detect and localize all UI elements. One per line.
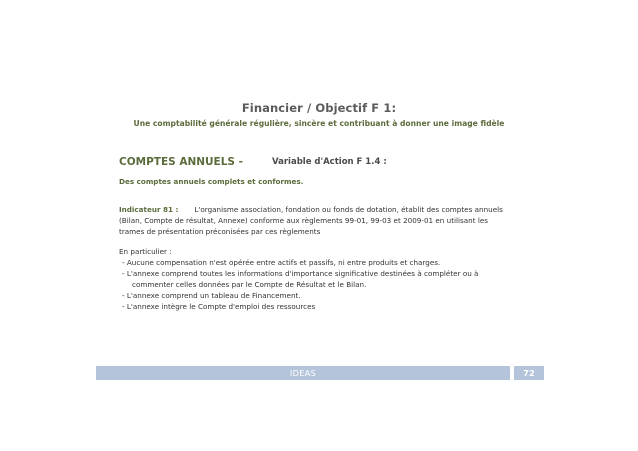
page-number-box [514, 366, 544, 380]
indicator-line-3: trames de présentation préconisées par ces règlements [119, 227, 321, 236]
bullet-item: - L'annexe intègre le Compte d'emploi des ressources [122, 302, 316, 311]
section-title: COMPTES ANNUELS - [119, 156, 243, 168]
bullet-item: - L'annexe comprend un tableau de Financement. [122, 291, 301, 300]
indicator-line-2: (Bilan, Compte de résultat, Annexe) conforme aux règlements 99-01, 99-03 et 2009-01 en utilisant les [119, 216, 488, 225]
indicator-label: Indicateur 81 : [119, 205, 179, 214]
footer-label: IDEAS [289, 368, 317, 378]
particulier-heading: En particulier : [119, 247, 172, 256]
indicator-block [119, 204, 519, 237]
particulier-block [119, 246, 519, 312]
variable-label: Variable d'Action F 1.4 : [272, 157, 387, 167]
page-subtitle: Une comptabilité générale régulière, sincère et contribuant à donner une image fidèle [133, 119, 505, 128]
indicator-line-1 [119, 204, 519, 215]
section-description: Des comptes annuels complets et conformes. [119, 177, 304, 186]
section-header [119, 156, 519, 170]
page-title: Financier / Objectif F 1: [241, 101, 397, 115]
page-number: 72 [523, 368, 535, 378]
bullet-item: - Aucune compensation n'est opérée entre actifs et passifs, ni entre produits et charges. [122, 258, 441, 267]
bullet-item: - L'annexe comprend toutes les informations d'importance significative destinées à compléter ou à [122, 269, 479, 278]
footer-bar [96, 366, 510, 380]
indicator-text-1: L'organisme association, fondation ou fonds de dotation, établit des comptes annuels [194, 205, 503, 214]
bullet-continuation: commenter celles données par le Compte de Résultat et le Bilan. [132, 280, 367, 289]
